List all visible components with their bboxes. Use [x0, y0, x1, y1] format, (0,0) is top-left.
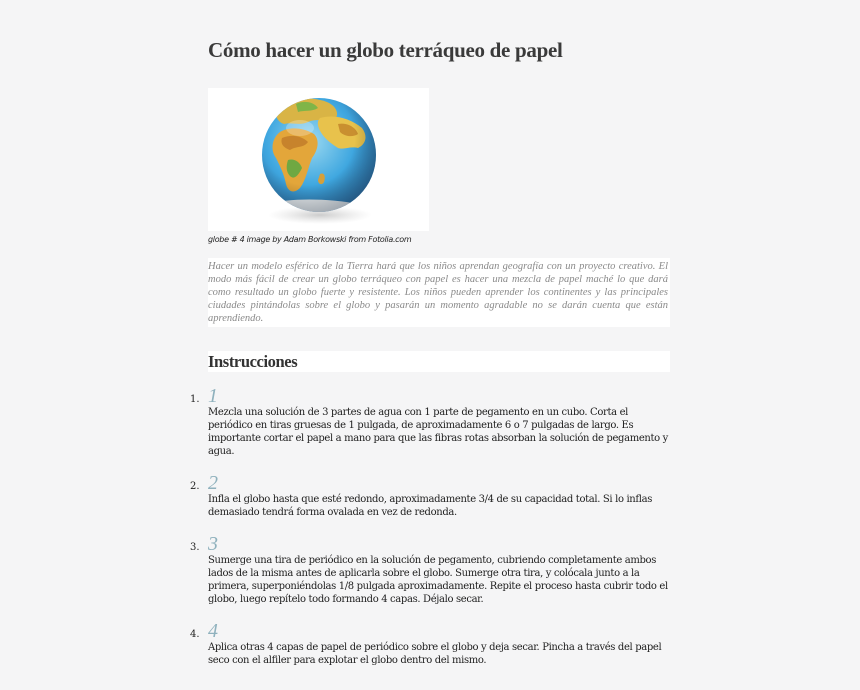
- globe-image: [208, 88, 429, 231]
- article: [190, 38, 670, 682]
- image-caption: globe # 4 image by Adam Borkowski from Fotolia.com: [208, 235, 412, 244]
- instructions-heading: Instrucciones: [208, 351, 670, 372]
- step-number: 3: [208, 532, 218, 555]
- page-title: Cómo hacer un globo terráqueo de papel: [208, 38, 563, 62]
- step-number: 2: [208, 471, 218, 494]
- step-text: Infla el globo hasta que esté redondo, aproximadamente 3/4 de su capacidad total. Si lo inflas demasiado tendrá forma ovalada en vez de redonda.: [208, 493, 652, 518]
- step-number: 4: [208, 619, 218, 642]
- step-text: Mezcla una solución de 3 partes de agua con 1 parte de pegamento en un cubo. Corta el periódico en tiras gruesas de 1 pulgada, de aproximadamente 6 o 7 pulgadas de largo. Es importante cortar el papel a mano para que las fibras rotas absorban la solución de pegamento y agua.: [208, 406, 668, 457]
- list-item: [190, 619, 670, 667]
- list-marker: 3.: [190, 541, 200, 553]
- globe-illustration: [208, 88, 429, 231]
- list-item: [190, 471, 670, 519]
- step-number: 1: [208, 384, 218, 407]
- list-marker: 2.: [190, 480, 200, 492]
- list-item: [190, 532, 670, 606]
- list-marker: 1.: [190, 393, 200, 405]
- step-text: Sumerge una tira de periódico en la solución de pegamento, cubriendo completamente ambos lados de la misma antes de aplicarla sobre el globo. Sumerge otra tira, y colócala junto a la primera, superponiéndolas 1/8 pulgada aproximadamente. Repite el proceso hasta cubrir todo el globo, luego repítelo todo formando 4 capas. Déjalo secar.: [208, 554, 668, 605]
- intro-paragraph: Hacer un modelo esférico de la Tierra hará que los niños aprendan geografía con un proyecto creativo. El modo más fácil de crear un globo terráqueo con papel es hacer una mezcla de papel maché lo que dará como resultado un globo fuerte y resistente. Los niños pueden aprender los continentes y las principales ciudades pintándolas sobre el globo y pasarán un momento agradable no se darán cuenta que están aprendiendo.: [208, 258, 670, 327]
- list-item: [190, 384, 670, 458]
- step-text: Aplica otras 4 capas de papel de periódico sobre el globo y deja secar. Pincha a través del papel seco con el alfiler para explotar el globo dentro del mismo.: [208, 641, 662, 666]
- instructions-list: [190, 384, 670, 667]
- list-marker: 4.: [190, 628, 200, 640]
